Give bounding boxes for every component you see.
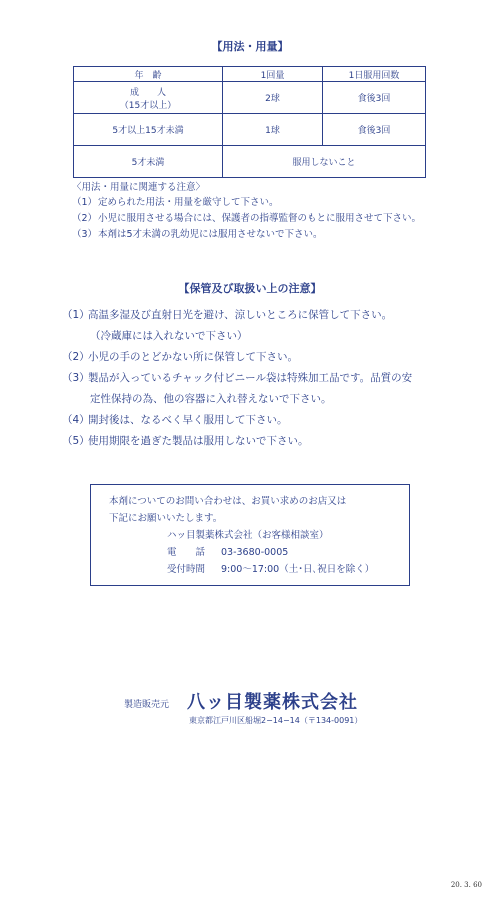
- note-text: 小児に服用させる場合には、保護者の指導監督のもとに服用させて下さい。: [98, 213, 422, 224]
- table-header-age: 年 齢: [74, 67, 223, 82]
- table-cell-dose: 1球: [223, 114, 323, 146]
- contact-hours-row: [109, 561, 409, 578]
- note-number: （1）: [72, 197, 98, 208]
- list-item: [72, 196, 442, 209]
- hours-value: 9:00～17:00（土･日､祝日を除く）: [221, 564, 375, 575]
- item-text: 小児の手のとどかない所に保管して下さい。: [88, 351, 298, 363]
- contact-phone-row: [109, 544, 409, 561]
- manufacturer-name: 八ッ目製薬株式会社: [187, 692, 358, 713]
- table-header-dose: 1回量: [223, 67, 323, 82]
- list-item: [62, 368, 462, 389]
- item-number: （4）: [62, 414, 90, 426]
- table-row: [74, 146, 426, 178]
- item-text: 高温多湿及び直射日光を避け、涼しいところに保管して下さい。: [88, 309, 393, 321]
- table-cell-age: 5才未満: [74, 146, 223, 178]
- contact-line: 本剤についてのお問い合わせは、お買い求めのお店又は: [109, 496, 347, 507]
- table-cell-dose: 2球: [223, 82, 323, 114]
- dosage-table: [73, 66, 426, 178]
- item-number: （3）: [62, 372, 90, 384]
- item-number: （1）: [62, 309, 90, 321]
- document-code: 20. 3. 60: [450, 881, 482, 889]
- list-item: [62, 431, 462, 452]
- phone-label: 電 話: [167, 547, 206, 558]
- usage-notes: [72, 196, 442, 241]
- item-text: 製品が入っているチャック付ビニール袋は特殊加工品です。品質の安: [88, 372, 413, 384]
- item-subtext: 定性保持の為、他の容器に入れ替えないで下さい。: [90, 393, 332, 405]
- table-cell-times: 食後3回: [323, 114, 426, 146]
- note-text: 本剤は5才未満の乳幼児には服用させないで下さい。: [98, 229, 323, 240]
- list-item: [62, 410, 462, 431]
- table-cell-note: 服用しないこと: [223, 146, 426, 178]
- list-item: [62, 305, 462, 326]
- manufacturer-label: 製造販売元: [124, 700, 170, 710]
- note-number: （3）: [72, 229, 98, 240]
- item-text: 開封後は、なるべく早く服用して下さい。: [88, 414, 288, 426]
- table-cell-age: 5才以上15才未満: [74, 114, 223, 146]
- item-number: （5）: [62, 435, 90, 447]
- table-row: [74, 114, 426, 146]
- item-number: （2）: [62, 351, 90, 363]
- item-subtext: （冷蔵庫には入れないで下さい）: [90, 330, 248, 342]
- usage-notes-title: 〈用法・用量に関連する注意〉: [72, 182, 206, 193]
- contact-box: [90, 484, 410, 586]
- phone-number: 03-3680-0005: [221, 547, 289, 558]
- list-item: [72, 228, 442, 241]
- contact-company: ハッ目製薬株式会社（お客様相談室）: [167, 530, 329, 541]
- table-row: [74, 82, 426, 114]
- hours-label: 受付時間: [167, 564, 206, 575]
- note-text: 定められた用法・用量を厳守して下さい。: [98, 197, 279, 208]
- usage-title: 【用法・用量】: [211, 40, 289, 53]
- age-adult: 成 人: [129, 87, 166, 98]
- contact-line: 下記にお願いいたします。: [109, 513, 223, 524]
- list-item: [72, 212, 442, 225]
- table-header-times: 1日服用回数: [323, 67, 426, 82]
- item-text: 使用期限を過ぎた製品は服用しないで下さい。: [88, 435, 309, 447]
- storage-list: [62, 305, 462, 452]
- table-cell-age: [74, 82, 223, 114]
- table-cell-times: 食後3回: [323, 82, 426, 114]
- storage-title: 【保管及び取扱い上の注意】: [178, 282, 322, 295]
- note-number: （2）: [72, 213, 98, 224]
- age-adult-range: （15才以上）: [119, 100, 177, 111]
- list-item: [62, 347, 462, 368]
- manufacturer-address: 東京都江戸川区船堀2−14−14（〒134-0091）: [189, 716, 363, 725]
